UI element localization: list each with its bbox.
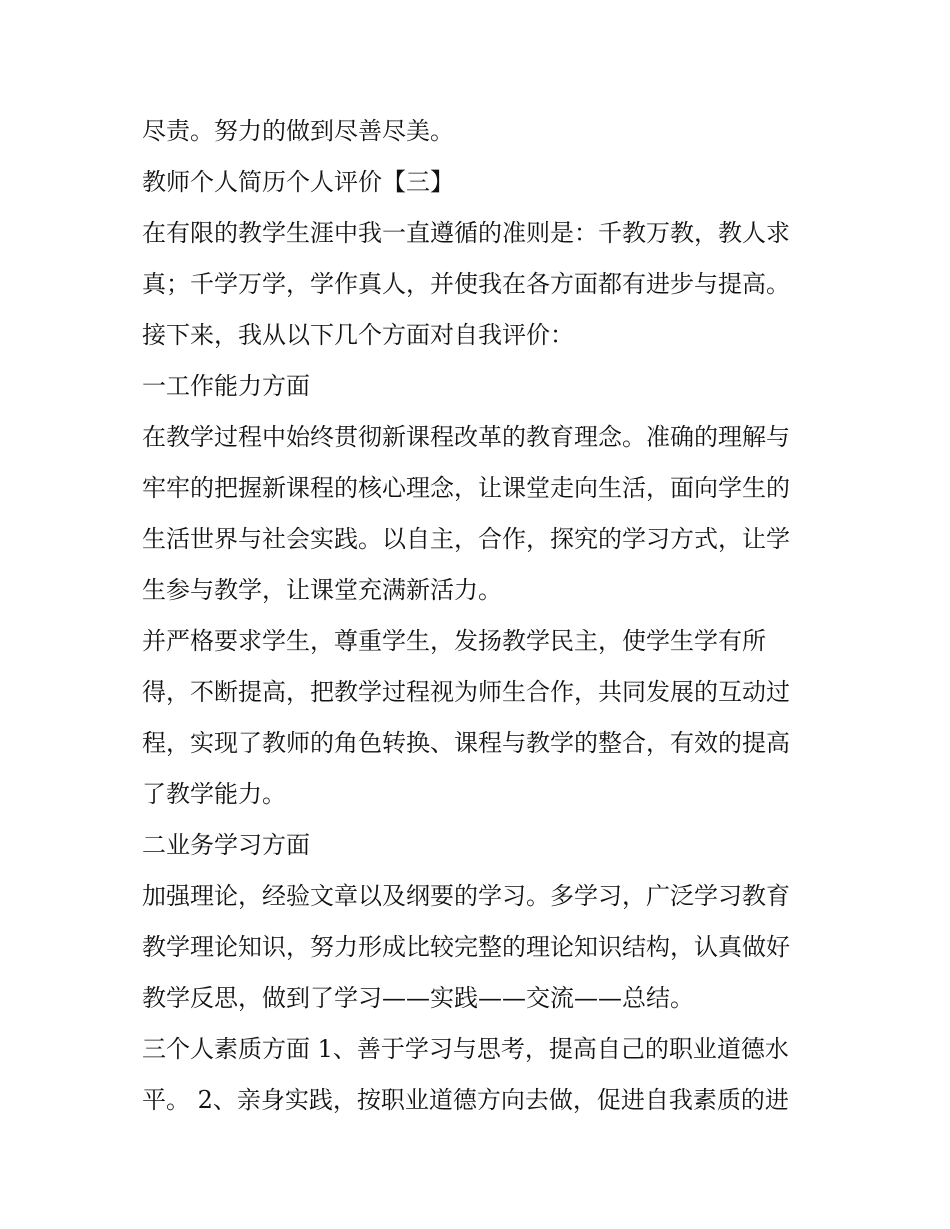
text-line: 在教学过程中始终贯彻新课程改革的教育理念。准确的理解与 [142,423,790,451]
text-line: 在有限的教学生涯中我一直遵循的准则是：千教万教，教人求 [142,219,790,247]
text-line: 牢牢的把握新课程的核心理念，让课堂走向生活，面向学生的 [142,474,790,502]
text-line: 生参与教学，让课堂充满新活力。 [142,576,502,604]
subsection-heading: 二业务学习方面 [142,831,310,859]
section-heading: 教师个人简历个人评价【三】 [142,168,454,196]
text-line: 程，实现了教师的角色转换、课程与教学的整合，有效的提高 [142,729,790,757]
text-line: 并严格要求学生，尊重学生，发扬教学民主，使学生学有所 [142,627,766,655]
text-line: 平。 2、亲身实践，按职业道德方向去做，促进自我素质的进 [142,1086,789,1114]
text-line: 三个人素质方面 1、善于学习与思考，提高自己的职业道德水 [142,1035,789,1063]
text-line: 得，不断提高，把教学过程视为师生合作，共同发展的互动过 [142,678,790,706]
document-body [142,106,822,1126]
text-line: 尽责。努力的做到尽善尽美。 [142,117,454,145]
text-line: 接下来，我从以下几个方面对自我评价： [142,321,574,349]
text-line: 教学理论知识，努力形成比较完整的理论知识结构，认真做好 [142,933,790,961]
subsection-heading: 一工作能力方面 [142,372,310,400]
text-line: 加强理论，经验文章以及纲要的学习。多学习，广泛学习教育 [142,882,790,910]
text-line: 生活世界与社会实践。以自主，合作，探究的学习方式，让学 [142,525,790,553]
text-line: 教学反思，做到了学习——实践——交流——总结。 [142,984,694,1012]
text-line: 了教学能力。 [142,780,286,808]
text-line: 真；千学万学，学作真人，并使我在各方面都有进步与提高。 [142,270,790,298]
